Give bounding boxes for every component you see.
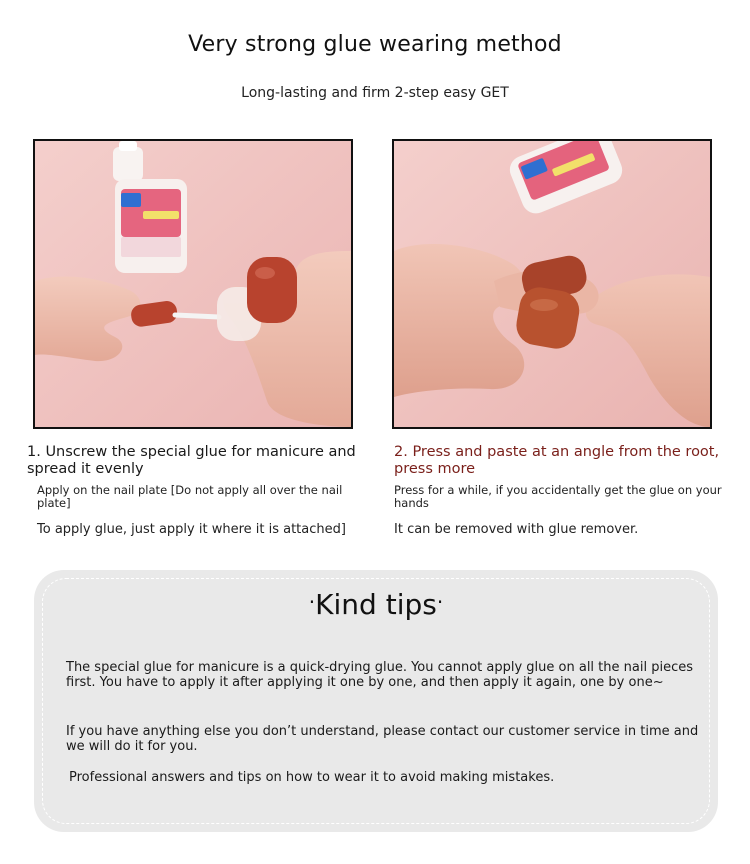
step-1-heading: 1. Unscrew the special glue for manicure and spread it evenly <box>27 444 356 477</box>
kind-tips-card <box>34 570 718 832</box>
tips-paragraph: The special glue for manicure is a quick-drying glue. You cannot apply glue on all the nail pieces first. You have to apply it after applying it one by one, and then apply it again, one by one~ <box>66 660 693 690</box>
step-1-illustration <box>35 141 351 427</box>
step-1-extra: To apply glue, just apply it where it is attached] <box>37 522 346 537</box>
page-title: Very strong glue wearing method <box>188 32 562 57</box>
kind-tips-title-text: Kind tips <box>315 588 437 621</box>
tips-paragraph: Professional answers and tips on how to wear it to avoid making mistakes. <box>69 770 555 785</box>
step-2-heading: 2. Press and paste at an angle from the root, press more <box>394 444 720 477</box>
step-2-photo <box>392 139 712 429</box>
step-2-note: Press for a while, if you accidentally get the glue on your hands <box>394 483 722 510</box>
title-dot-right: · <box>436 590 444 614</box>
kind-tips-title <box>34 588 718 621</box>
step-1-photo <box>33 139 353 429</box>
step-2-extra: It can be removed with glue remover. <box>394 522 639 537</box>
title-dot-left: · <box>308 590 316 614</box>
step-1-note: Apply on the nail plate [Do not apply all over the nail plate] <box>37 483 343 510</box>
step-2-caption <box>394 444 734 537</box>
step-1-caption <box>27 444 367 537</box>
page-subtitle: Long-lasting and firm 2-step easy GET <box>241 85 509 101</box>
step-2-illustration <box>394 141 710 427</box>
tips-paragraph: If you have anything else you don’t understand, please contact our customer service in time and we will do it for you. <box>66 724 699 754</box>
